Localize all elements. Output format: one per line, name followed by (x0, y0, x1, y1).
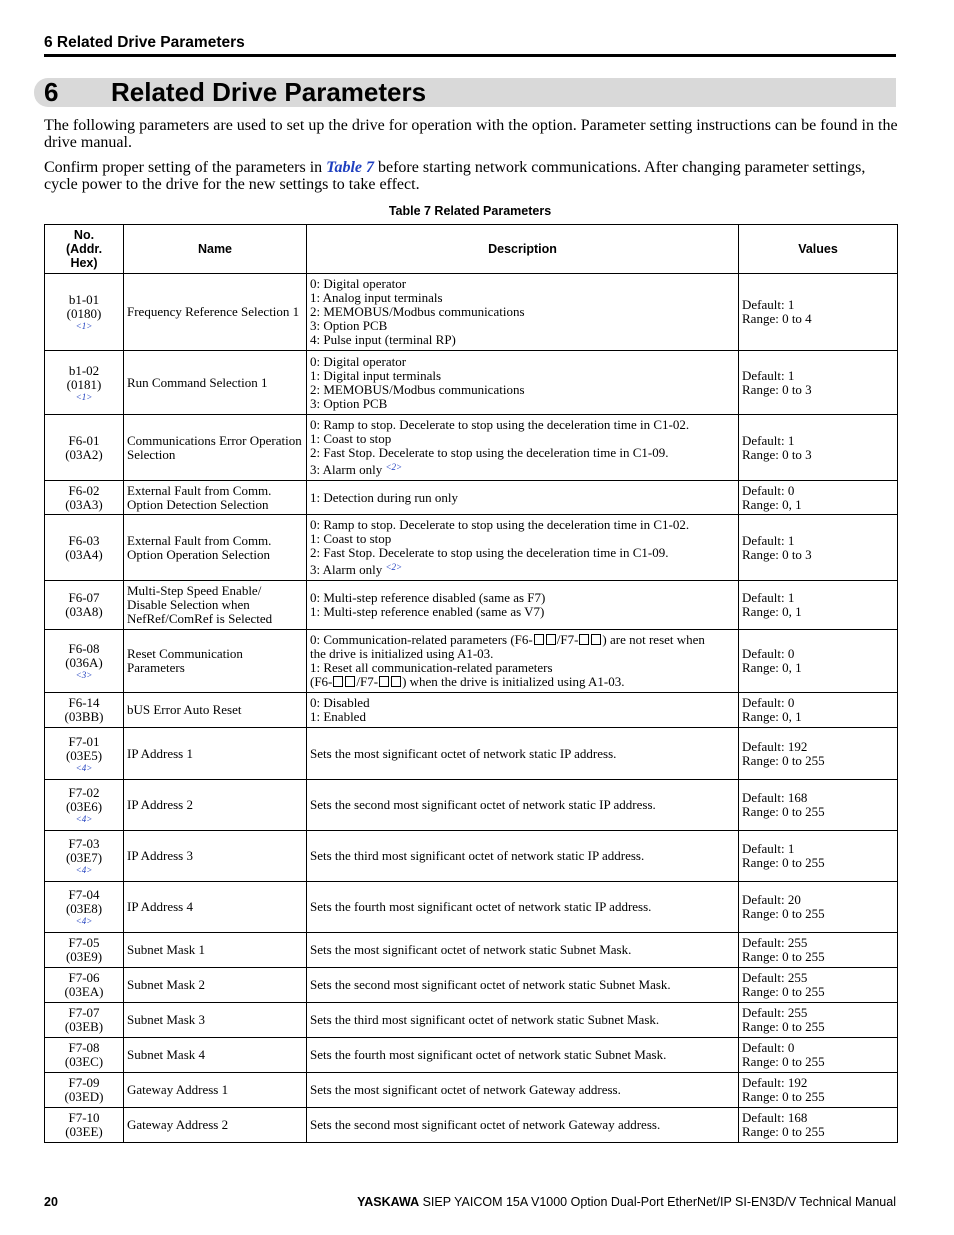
parameter-description-cell: 0: Multi-step reference disabled (same as F7) 1: Multi-step reference enabled (same as V7) (307, 581, 739, 630)
footnote-ref[interactable]: <2> (385, 462, 403, 472)
section-title: Related Drive Parameters (111, 77, 427, 107)
table-row (45, 515, 898, 581)
footnote-ref[interactable]: <4> (75, 916, 93, 926)
parameter-values-cell: Default: 1 Range: 0 to 4 (739, 274, 898, 351)
placeholder-box-icon (591, 634, 601, 645)
table-row (45, 933, 898, 968)
table-row (45, 415, 898, 481)
parameter-name-cell: bUS Error Auto Reset (124, 693, 307, 728)
parameter-number-cell: F6-03 (03A4) (45, 515, 124, 581)
footnote-ref[interactable]: <1> (75, 321, 93, 331)
parameter-values-cell: Default: 255 Range: 0 to 255 (739, 968, 898, 1003)
page-number: 20 (44, 1195, 58, 1209)
parameter-description-cell: 0: Disabled 1: Enabled (307, 693, 739, 728)
parameter-description-cell: 0: Digital operator 1: Digital input terminals 2: MEMOBUS/Modbus communications 3: Option PCB (307, 351, 739, 415)
parameter-description-cell: Sets the second most significant octet of network static IP address. (307, 780, 739, 831)
intro-paragraph-2 (44, 159, 902, 193)
placeholder-box-icon (333, 676, 343, 687)
parameter-values-cell: Default: 0 Range: 0 to 255 (739, 1038, 898, 1073)
parameter-name-cell: IP Address 3 (124, 831, 307, 882)
table-row (45, 481, 898, 515)
parameter-name-cell: Subnet Mask 3 (124, 1003, 307, 1038)
parameter-name-cell: External Fault from Comm. Option Operation Selection (124, 515, 307, 581)
footer-manual-name: SIEP YAICOM 15A V1000 Option Dual-Port EtherNet/IP SI-EN3D/V Technical Manual (419, 1195, 896, 1209)
parameter-values-cell: Default: 0 Range: 0, 1 (739, 630, 898, 693)
footnote-ref[interactable]: <2> (385, 562, 403, 572)
parameter-number-cell: F6-02 (03A3) (45, 481, 124, 515)
table-row (45, 1038, 898, 1073)
parameter-name-cell: Gateway Address 2 (124, 1108, 307, 1143)
footnote-ref[interactable]: <3> (75, 670, 93, 680)
table-caption: Table 7 Related Parameters (388, 204, 552, 218)
parameter-description-cell: Sets the most significant octet of network Gateway address. (307, 1073, 739, 1108)
placeholder-box-icon (345, 676, 355, 687)
table-row (45, 882, 898, 933)
table-header-row (45, 225, 898, 274)
parameter-name-cell: Multi-Step Speed Enable/ Disable Selection when NefRef/ComRef is Selected (124, 581, 307, 630)
parameter-number-cell: F7-10 (03EE) (45, 1108, 124, 1143)
parameter-description-cell: Sets the third most significant octet of network static IP address. (307, 831, 739, 882)
parameter-number-cell: F7-09 (03ED) (45, 1073, 124, 1108)
parameter-number-cell: F6-14 (03BB) (45, 693, 124, 728)
parameter-values-cell: Default: 1 Range: 0, 1 (739, 581, 898, 630)
parameter-number-cell: F7-05 (03E9) (45, 933, 124, 968)
intro-text-before: Confirm proper setting of the parameters in (44, 159, 327, 176)
parameter-number-cell: F7-08 (03EC) (45, 1038, 124, 1073)
parameter-number-cell: F7-04 (03E8) <4> (45, 882, 124, 933)
parameter-values-cell: Default: 192 Range: 0 to 255 (739, 728, 898, 780)
footer-brand: YASKAWA (357, 1195, 420, 1209)
placeholder-box-icon (391, 676, 401, 687)
placeholder-box-icon (546, 634, 556, 645)
column-header-name: Name (124, 225, 307, 274)
parameter-number-cell: F6-01 (03A2) (45, 415, 124, 481)
parameter-description-cell: Sets the third most significant octet of network static Subnet Mask. (307, 1003, 739, 1038)
section-number: 6 (44, 77, 59, 107)
table-row (45, 693, 898, 728)
parameter-values-cell: Default: 0 Range: 0, 1 (739, 693, 898, 728)
table-7-link[interactable]: Table 7 (326, 159, 374, 176)
parameter-name-cell: Subnet Mask 2 (124, 968, 307, 1003)
parameter-values-cell: Default: 192 Range: 0 to 255 (739, 1073, 898, 1108)
parameter-name-cell: Run Command Selection 1 (124, 351, 307, 415)
table-row (45, 351, 898, 415)
parameter-description-cell: 0: Ramp to stop. Decelerate to stop using the deceleration time in C1-02. 1: Coast to stop 2: Fast Stop. Decelerate to stop using the deceleration time in C1-09. 3: Alarm only $^{<2>}$ (307, 415, 739, 481)
parameter-name-cell: Reset Communication Parameters (124, 630, 307, 693)
table-row (45, 831, 898, 882)
parameter-name-cell: Subnet Mask 4 (124, 1038, 307, 1073)
parameter-description-cell: Sets the fourth most significant octet of network static IP address. (307, 882, 739, 933)
parameter-name-cell: Communications Error Operation Selection (124, 415, 307, 481)
header-rule (44, 54, 896, 57)
parameter-name-cell: IP Address 1 (124, 728, 307, 780)
parameter-number-cell: F7-07 (03EB) (45, 1003, 124, 1038)
table-row (45, 780, 898, 831)
parameter-values-cell: Default: 1 Range: 0 to 3 (739, 351, 898, 415)
running-header: 6 Related Drive Parameters (44, 34, 245, 51)
footnote-ref[interactable]: <4> (75, 865, 93, 875)
parameter-values-cell: Default: 1 Range: 0 to 255 (739, 831, 898, 882)
parameter-number-cell: F6-07 (03A8) (45, 581, 124, 630)
parameter-number-cell: F7-03 (03E7) <4> (45, 831, 124, 882)
placeholder-box-icon (379, 676, 389, 687)
intro-text-after: before starting network communications. After changing parameter settings, cycle power to the drive for the new settings to take effect. (44, 159, 866, 193)
table-row (45, 728, 898, 780)
parameter-description-cell: 0: Communication-related parameters (F6- /F7- ) are not reset when the drive is initialized using A1-03. 1: Reset all communication-related parameters (F6- /F7- ) when the drive is initialized using A1-03. (307, 630, 739, 693)
parameter-name-cell: IP Address 4 (124, 882, 307, 933)
related-parameters-table (44, 224, 898, 1143)
footer-manual-title (357, 1195, 896, 1209)
parameter-description-cell: 1: Detection during run only (307, 481, 739, 515)
placeholder-box-icon (579, 634, 589, 645)
table-row (45, 968, 898, 1003)
column-header-description: Description (307, 225, 739, 274)
parameter-description-cell: 0: Digital operator 1: Analog input terminals 2: MEMOBUS/Modbus communications 3: Option PCB 4: Pulse input (terminal RP) (307, 274, 739, 351)
parameter-name-cell: Gateway Address 1 (124, 1073, 307, 1108)
footnote-ref[interactable]: <1> (75, 391, 93, 402)
parameter-name-cell: Frequency Reference Selection 1 (124, 274, 307, 351)
table-row (45, 581, 898, 630)
footnote-ref[interactable]: <4> (75, 762, 93, 773)
table-row (45, 1073, 898, 1108)
placeholder-box-icon (534, 634, 544, 645)
parameter-number-cell: F6-08 (036A) <3> (45, 630, 124, 693)
parameter-values-cell: Default: 168 Range: 0 to 255 (739, 1108, 898, 1143)
parameter-number-cell: b1-01 (0180) <1> (45, 274, 124, 351)
parameter-description-cell: Sets the second most significant octet of network Gateway address. (307, 1108, 739, 1143)
table-row (45, 1003, 898, 1038)
parameter-values-cell: Default: 20 Range: 0 to 255 (739, 882, 898, 933)
parameter-values-cell: Default: 0 Range: 0, 1 (739, 481, 898, 515)
column-header-no: No. (Addr. Hex) (45, 225, 124, 274)
table-row (45, 630, 898, 693)
intro-paragraph-1: The following parameters are used to set up the drive for operation with the option. Parameter setting instructions can be found in the drive manual. (44, 117, 898, 151)
parameter-name-cell: IP Address 2 (124, 780, 307, 831)
parameter-description-cell: Sets the most significant octet of network static Subnet Mask. (307, 933, 739, 968)
parameter-number-cell: F7-02 (03E6) <4> (45, 780, 124, 831)
table-row (45, 274, 898, 351)
parameter-name-cell: External Fault from Comm. Option Detection Selection (124, 481, 307, 515)
parameter-number-cell: F7-06 (03EA) (45, 968, 124, 1003)
table-row (45, 1108, 898, 1143)
parameter-number-cell: F7-01 (03E5) <4> (45, 728, 124, 780)
parameter-description-cell: 0: Ramp to stop. Decelerate to stop using the deceleration time in C1-02. 1: Coast to stop 2: Fast Stop. Decelerate to stop using the deceleration time in C1-09. 3: Alarm only $^{<2>}$ (307, 515, 739, 581)
parameter-values-cell: Default: 255 Range: 0 to 255 (739, 933, 898, 968)
parameter-values-cell: Default: 168 Range: 0 to 255 (739, 780, 898, 831)
parameter-name-cell: Subnet Mask 1 (124, 933, 307, 968)
parameter-number-cell: b1-02 (0181) <1> (45, 351, 124, 415)
parameter-values-cell: Default: 1 Range: 0 to 3 (739, 415, 898, 481)
parameter-description-cell: Sets the most significant octet of network static IP address. (307, 728, 739, 780)
footnote-ref[interactable]: <4> (75, 814, 93, 824)
parameter-description-cell: Sets the second most significant octet of network static Subnet Mask. (307, 968, 739, 1003)
column-header-values: Values (739, 225, 898, 274)
parameter-description-cell: Sets the fourth most significant octet of network static Subnet Mask. (307, 1038, 739, 1073)
parameter-values-cell: Default: 255 Range: 0 to 255 (739, 1003, 898, 1038)
parameter-values-cell: Default: 1 Range: 0 to 3 (739, 515, 898, 581)
